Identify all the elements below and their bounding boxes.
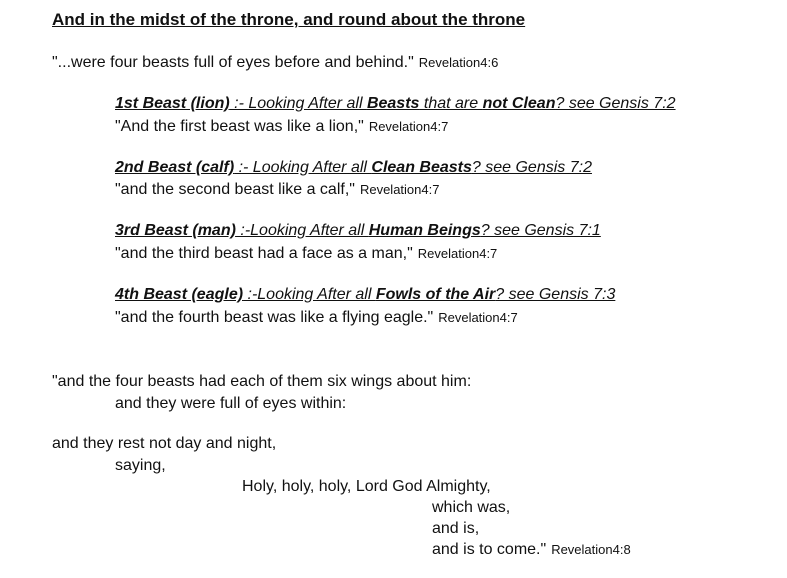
closing-line-8 xyxy=(432,540,631,560)
closing-line-5: Holy, holy, holy, Lord God Almighty, xyxy=(242,478,491,495)
beast-1-mid: that are xyxy=(419,95,483,112)
beast-2-heading xyxy=(115,158,592,178)
beast-3-ref: Revelation4:7 xyxy=(417,246,498,261)
page-title: And in the midst of the throne, and round about the throne xyxy=(52,10,526,29)
intro-ref: Revelation4:6 xyxy=(418,55,499,70)
beast-1-sep: :- Looking After all xyxy=(229,95,367,112)
beast-4-tail: ? see Gensis 7:3 xyxy=(495,286,616,303)
beast-4-verse xyxy=(115,308,518,328)
beast-3-focus: Human Beings xyxy=(368,222,481,239)
beast-2-tail: ? see Gensis 7:2 xyxy=(471,159,592,176)
beast-1-ref: Revelation4:7 xyxy=(368,119,449,134)
closing-line-3: and they rest not day and night, xyxy=(52,435,277,452)
beast-2-sep: :- Looking After all xyxy=(234,159,372,176)
beast-4-heading xyxy=(115,285,615,305)
closing-line-7: and is, xyxy=(432,520,480,537)
closing-line-4: saying, xyxy=(115,457,166,474)
intro-verse xyxy=(52,53,498,73)
beast-4-name: 4th Beast (eagle) xyxy=(115,286,244,303)
closing-line-8-text: and is to come." xyxy=(432,541,547,558)
beast-2-focus: Clean Beasts xyxy=(371,159,472,176)
beast-1-tail: ? see Gensis 7:2 xyxy=(555,95,676,112)
beast-4-sep: :-Looking After all xyxy=(243,286,376,303)
closing-line-6: which was, xyxy=(432,499,511,516)
beast-2-quote: "and the second beast like a calf," xyxy=(115,181,355,198)
beast-3-name: 3rd Beast (man) xyxy=(115,222,236,239)
beast-3-verse xyxy=(115,244,497,264)
beast-4-quote: "and the fourth beast was like a flying eagle." xyxy=(115,309,434,326)
closing-ref: Revelation4:8 xyxy=(551,542,631,557)
intro-text: "...were four beasts full of eyes before and behind." xyxy=(52,54,414,71)
beast-2-ref: Revelation4:7 xyxy=(359,182,440,197)
beast-4-focus: Fowls of the Air xyxy=(375,286,496,303)
beast-3-tail: ? see Gensis 7:1 xyxy=(480,222,601,239)
beast-1-verse xyxy=(115,117,448,137)
beast-3-heading xyxy=(115,221,601,241)
beast-3-quote: "and the third beast had a face as a man," xyxy=(115,245,413,262)
beast-1-focus: Beasts xyxy=(366,95,420,112)
beast-1-quote: "And the first beast was like a lion," xyxy=(115,118,364,135)
beast-2-verse xyxy=(115,180,439,200)
beast-4-ref: Revelation4:7 xyxy=(438,310,518,325)
closing-line-1: "and the four beasts had each of them six wings about him: xyxy=(52,373,472,390)
beast-1-focus2: not Clean xyxy=(482,95,556,112)
beast-1-name: 1st Beast (lion) xyxy=(115,95,230,112)
beast-2-name: 2nd Beast (calf) xyxy=(115,159,235,176)
beast-3-sep: :-Looking After all xyxy=(235,222,369,239)
closing-line-2: and they were full of eyes within: xyxy=(115,395,347,412)
beast-1-heading xyxy=(115,94,676,114)
